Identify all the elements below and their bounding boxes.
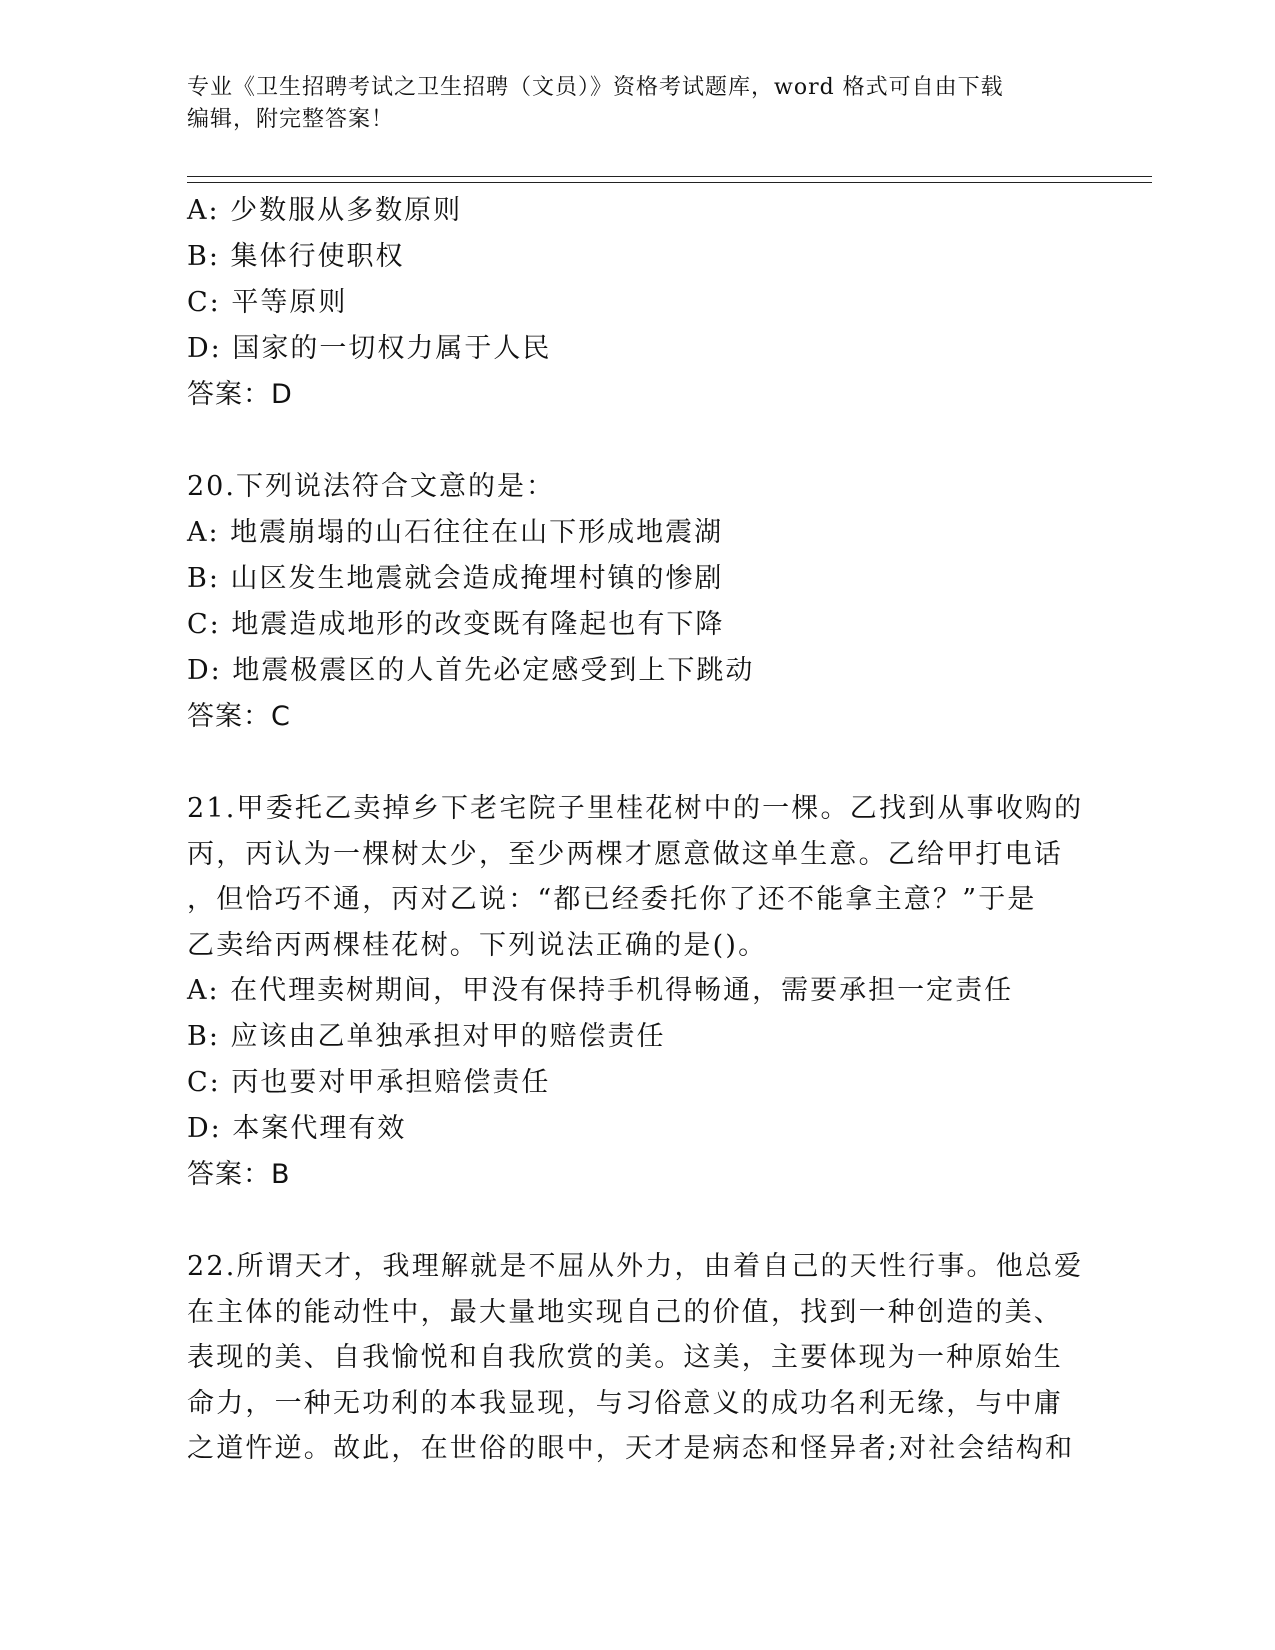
question-stem-line: 21.甲委托乙卖掉乡下老宅院子里桂花树中的一棵。乙找到从事收购的 (187, 793, 1084, 824)
question-stem-line: 命力，一种无功利的本我显现，与习俗意义的成功名利无缘，与中庸 (187, 1387, 1063, 1419)
header-line-2: 编辑，附完整答案！ (187, 107, 395, 132)
answer: 答案：C (187, 701, 291, 732)
question-stem-line: 表现的美、自我愉悦和自我欣赏的美。这美，主要体现为一种原始生 (187, 1342, 1063, 1373)
question-stem-line: 22.所谓天才，我理解就是不屈从外力，由着自己的天性行事。他总爱 (187, 1251, 1084, 1282)
option-d: D: 本案代理有效 (187, 1113, 407, 1144)
option-a: A: 在代理卖树期间，甲没有保持手机得畅通，需要承担一定责任 (187, 975, 1014, 1006)
option-c: C: 平等原则 (187, 287, 348, 318)
question-22 (187, 1244, 1087, 1472)
question-21 (187, 786, 1087, 1198)
option-c: C: 地震造成地形的改变既有隆起也有下降 (187, 609, 725, 640)
option-b: B: 山区发生地震就会造成掩埋村镇的惨剧 (187, 563, 724, 594)
question-stem-line: 在主体的能动性中，最大量地实现自己的价值，找到一种创造的美、 (187, 1296, 1063, 1328)
question-stem-line: 乙卖给丙两棵桂花树。下列说法正确的是()。 (187, 929, 768, 961)
question-20 (187, 464, 1087, 740)
question-stem-line: ，但恰巧不通，丙对乙说：“都已经委托你了还不能拿主意？”于是 (187, 884, 1037, 915)
option-a: A: 地震崩塌的山石往往在山下形成地震湖 (187, 517, 724, 548)
header-divider-top (187, 176, 1152, 177)
option-d: D: 地震极震区的人首先必定感受到上下跳动 (187, 655, 755, 686)
question-list (187, 188, 1087, 1472)
header-line-1: 专业《卫生招聘考试之卫生招聘（文员）》资格考试题库，word 格式可自由下载 (187, 75, 1004, 100)
spacer (187, 740, 1087, 786)
question-stem-line: 之道忤逆。故此，在世俗的眼中，天才是病态和怪异者;对社会结构和 (187, 1433, 1075, 1464)
option-b: B: 集体行使职权 (187, 241, 405, 272)
option-d: D: 国家的一切权力属于人民 (187, 333, 552, 364)
question-stem-line: 丙，丙认为一棵树太少，至少两棵才愿意做这单生意。乙给甲打电话 (187, 838, 1063, 870)
option-b: B: 应该由乙单独承担对甲的赔偿责任 (187, 1021, 666, 1052)
document-header (187, 72, 1067, 136)
answer: 答案：D (187, 379, 293, 410)
header-divider-bottom (187, 182, 1152, 183)
answer: 答案：B (187, 1159, 291, 1190)
option-c: C: 丙也要对甲承担赔偿责任 (187, 1067, 551, 1098)
option-a: A: 少数服从多数原则 (187, 195, 463, 226)
question-19 (187, 188, 1087, 418)
spacer (187, 1198, 1087, 1244)
spacer (187, 418, 1087, 464)
question-stem: 20.下列说法符合文意的是： (187, 471, 555, 502)
